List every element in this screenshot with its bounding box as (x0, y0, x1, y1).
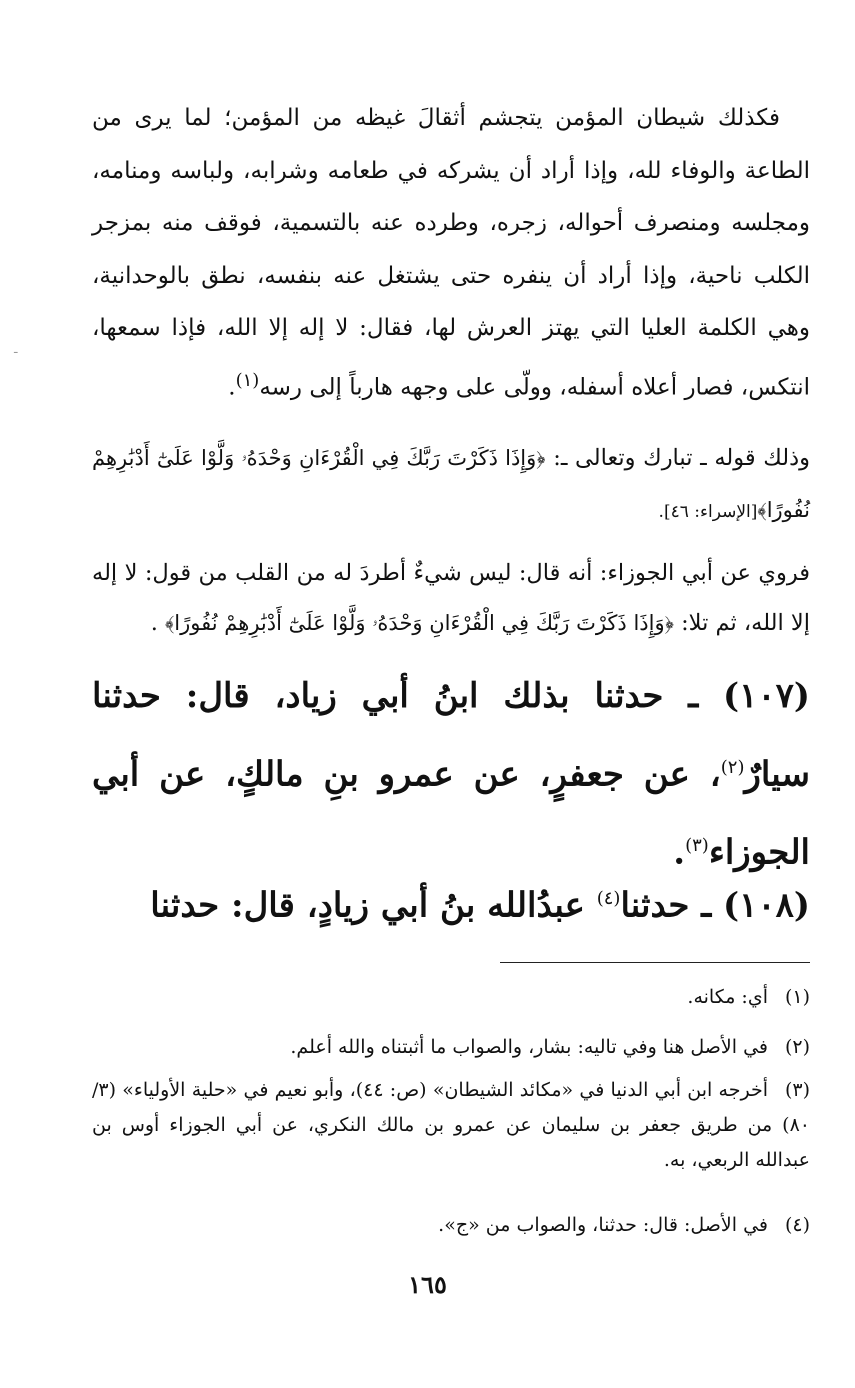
paragraph-text: فكذلك شيطان المؤمن يتجشم أثقالَ غيظه من المؤمن؛ لما يرى من الطاعة والوفاء لله، وإذا أراد أن يشركه في طعامه وشرابه، ولباسه ومنامه، ومجلسه ومنصرف أحواله، زجره، وطرده عنه بالتسمية، فوقف منه بمزجر الكلب ناحية، وإذا أراد أن ينفره حتى يشتغل عنه بنفسه، نطق بالوحدانية، وهي الكلمة العليا التي يهتز العرش لها، فقال: لا إله إلا الله، فإذا سمعها، انتكس، فصار أعلاه أسفله، وولّى على وجهه هارباً إلى رسه (92, 105, 810, 401)
footnote-text: في الأصل هنا وفي تاليه: بشار، والصواب ما أثبتناه والله أعلم. (290, 1036, 768, 1058)
footnote-text: أخرجه ابن أبي الدنيا في «مكائد الشيطان» (ص: ٤٤)، وأبو نعيم في «حلية الأولياء» (٣/ ٨٠) من طريق جعفر بن سليمان عن عمرو بن مالك النكري، عن أبي الجوزاء أوس بن عبدالله الربعي، به. (92, 1079, 810, 1171)
footnote-ref-3: (٣) (685, 835, 709, 857)
footnote-4 (92, 1208, 810, 1243)
hadith-chain-a: (١٠٧) ـ حدثنا بذلك ابنُ أبي زياد، قال: حدثنا سيارٌ (92, 676, 810, 795)
hadith-chain-end: . (673, 832, 686, 873)
margin-mark: ـ (14, 342, 18, 356)
quran-verse: ﴿وَإِذَا ذَكَرْتَ رَبَّكَ فِي الْقُرْءَانِ وَحْدَهُۥ وَلَّوْا عَلَىٰٓ أَدْبَٰرِهِمْ نُفُورًا﴾ (165, 611, 674, 635)
verse-reference: [الإسراء: ٤٦]. (658, 502, 758, 522)
page-number: ١٦٥ (408, 1270, 447, 1299)
footnote-2 (92, 1030, 810, 1065)
footnote-3 (92, 1073, 810, 1178)
footnote-number: (٤) (784, 1214, 810, 1236)
hadith-chain-b: عبدُالله بنُ أبي زيادٍ، قال: حدثنا (150, 885, 597, 926)
paragraph-satan-believer: فكذلك شيطان المؤمن يتجشم أثقالَ غيظه من المؤمن؛ لما يرى من الطاعة والوفاء لله، وإذا أراد أن يشركه في طعامه وشرابه، ولباسه ومنامه، ومجلسه ومنصرف أحواله، زجره، وطرده عنه بالتسمية، فوقف منه بمزجر الكلب ناحية، وإذا أراد أن ينفره حتى يشتغل عنه بنفسه، نطق بالوحدانية، وهي الكلمة العليا التي يهتز العرش لها، فقال: لا إله إلا الله، فإذا سمعها، انتكس، فصار أعلاه أسفله، وولّى على وجهه هارباً إلى رسه$^{(١)}$. (92, 105, 810, 401)
hadith-chain-b: ، عن جعفرٍ، عن عمرو بنِ مالكٍ، عن أبي الجوزاء (92, 754, 810, 873)
paragraph-intro: فروي عن أبي الجوزاء: أنه قال: ليس شيءٌ أطردَ له من القلب من قول: لا إله إلا الله، ثم تلا: (92, 560, 810, 636)
footnote-text: أي: مكانه. (687, 986, 768, 1008)
paragraph-abu-jawza (92, 548, 810, 648)
footnote-number: (٢) (784, 1036, 810, 1058)
paragraph-end: . (150, 610, 165, 636)
footnote-number: (١) (784, 986, 810, 1008)
quran-verse: ﴿وَإِذَا ذَكَرْتَ رَبَّكَ فِي الْقُرْءَانِ وَحْدَهُۥ وَلَّوْا عَلَىٰٓ أَدْبَٰرِهِمْ نُفُورًا﴾ (92, 446, 810, 522)
footnote-number: (٣) (784, 1079, 810, 1101)
footnote-ref-1: (١) (235, 369, 260, 391)
footnote-divider (500, 962, 810, 963)
footnote-text: في الأصل: قال: حدثنا، والصواب من «ج». (438, 1214, 768, 1236)
footnote-1 (92, 980, 810, 1015)
footnote-ref-4: (٤) (596, 888, 621, 909)
paragraph-quran-citation (92, 432, 810, 538)
footnote-ref-2: (٢) (720, 757, 745, 778)
hadith-107 (92, 660, 810, 889)
hadith-chain-a: (١٠٨) ـ حدثنا (620, 885, 810, 926)
paragraph-intro: وذلك قوله ـ تبارك وتعالى ـ: (545, 445, 810, 471)
hadith-108 (92, 864, 810, 940)
